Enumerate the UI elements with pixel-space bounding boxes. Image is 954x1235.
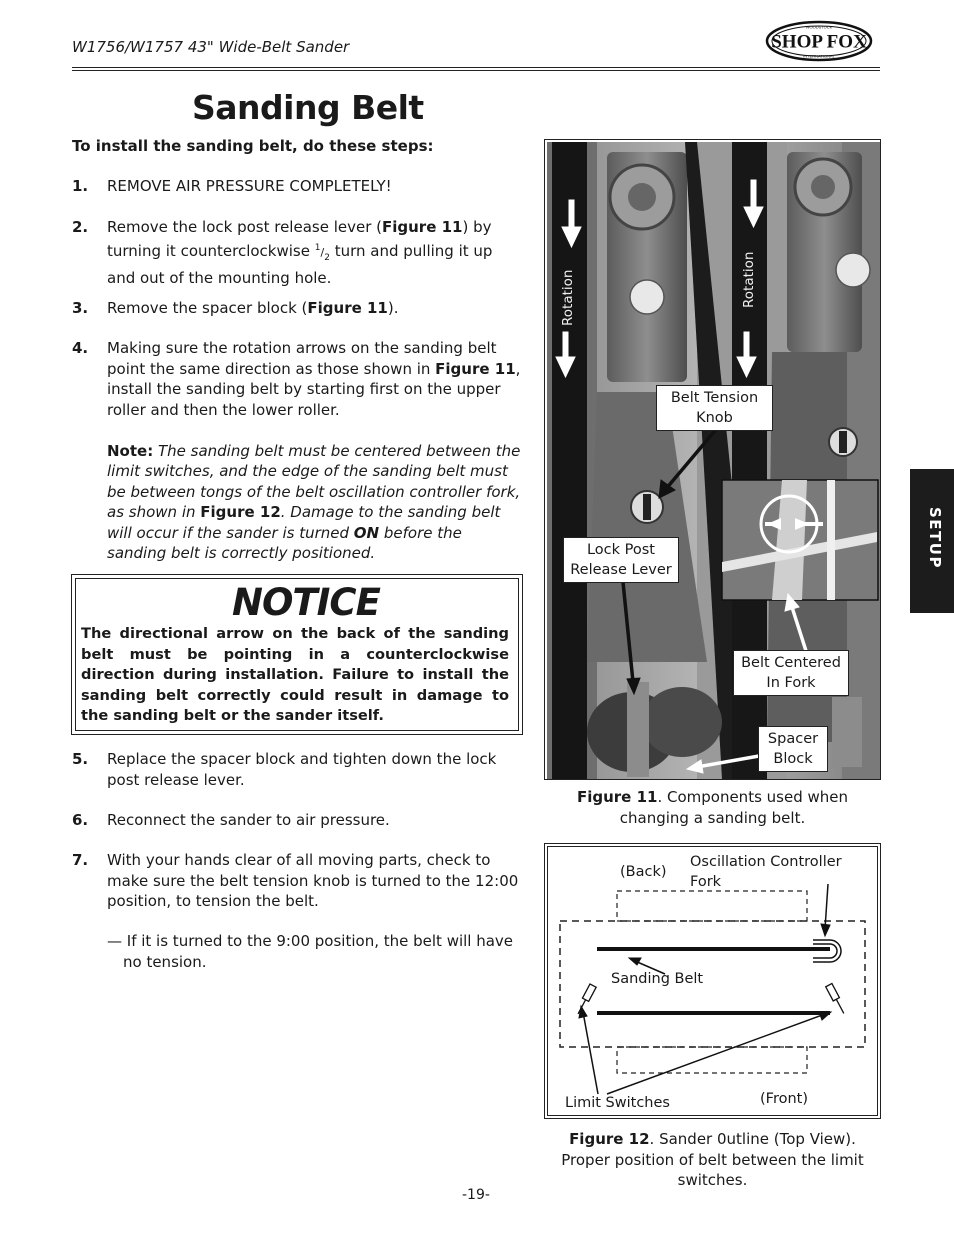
- header-rule: [72, 70, 880, 71]
- step-text: Making sure the rotation arrows on the sanding belt point the same direction as those shown in Figure 11, install the sanding belt by starting first on the upper roller and then the lower roller.: [107, 339, 521, 419]
- step-3: [72, 298, 522, 319]
- step-4: [72, 338, 522, 564]
- svg-text:SHOP FOX: SHOP FOX: [771, 31, 867, 53]
- label-back: (Back): [620, 864, 667, 880]
- note-text: Note: The sanding belt must be centered between the limit switches, and the edge of the sanding belt must be between tongs of the belt oscillation controller fork, as shown in Figure 12. Damage to the sanding belt will occur if the sander is turned ON before the sanding belt is correctly positioned.: [107, 441, 521, 562]
- step-text: Replace the spacer block and tighten down the lock post release lever.: [107, 750, 497, 789]
- shop-fox-logo: [765, 20, 873, 62]
- figure-12-caption: Figure 12. Sander 0utline (Top View). Proper position of belt between the limit switches.: [561, 1130, 864, 1189]
- svg-text:INTERNATIONAL: INTERNATIONAL: [803, 53, 835, 59]
- step-text: Reconnect the sander to air pressure.: [107, 811, 390, 829]
- intro-text: To install the sanding belt, do these steps:: [72, 137, 434, 155]
- step-number: 7.: [72, 851, 89, 869]
- step-number: 1.: [72, 177, 89, 195]
- step-number: 4.: [72, 339, 89, 357]
- step-text: Remove the spacer block (Figure 11).: [107, 299, 399, 317]
- label-spacer-block: Spacer Block: [758, 726, 828, 772]
- svg-text:WOODSTOCK: WOODSTOCK: [805, 24, 833, 30]
- step-text: Remove the lock post release lever (Figure 11) by turning it counterclockwise $^1/_2$ turn and pulling it up and out of the mounting hole.: [107, 218, 493, 287]
- notice-body: The directional arrow on the back of the sanding belt must be pointing in a counterclockwise direction during installation. Failure to install the sanding belt correctly could result in damage to the sanding belt or the sander itself.: [81, 625, 509, 724]
- section-tab-label: SETUP: [926, 507, 944, 569]
- label-lock-post-release-lever: Lock Post Release Lever: [563, 537, 679, 583]
- step-6: [72, 810, 522, 831]
- header-rule: [72, 67, 880, 68]
- step-text: With your hands clear of all moving parts, check to make sure the belt tension knob is turned to the 12:00 position, to tension the belt.: [107, 851, 519, 910]
- step-7: [72, 850, 522, 912]
- step-number: 6.: [72, 811, 89, 829]
- notice-title: NOTICE: [232, 581, 380, 624]
- document-title: W1756/W1757 43" Wide-Belt Sander: [72, 38, 350, 56]
- figure-12: [544, 843, 881, 1119]
- figure-11-caption: Figure 11. Components used when changing a sanding belt.: [576, 788, 849, 827]
- rotation-label-right: Rotation: [741, 251, 757, 308]
- page-title: Sanding Belt: [192, 88, 424, 127]
- rotation-label-left: Rotation: [560, 269, 576, 326]
- label-front: (Front): [760, 1091, 808, 1107]
- label-sanding-belt: Sanding Belt: [611, 971, 704, 987]
- step-1: [72, 176, 522, 197]
- label-belt-tension-knob: Belt Tension Knob: [656, 385, 773, 431]
- step-number: 2.: [72, 218, 89, 236]
- page-number: -19-: [462, 1187, 490, 1203]
- step-text: REMOVE AIR PRESSURE COMPLETELY!: [107, 177, 392, 195]
- step-5: [72, 749, 522, 790]
- notice-box: [71, 574, 523, 735]
- label-belt-centered-in-fork: Belt Centered In Fork: [733, 650, 849, 696]
- section-tab-setup[interactable]: [910, 469, 954, 613]
- label-oscillation-controller-fork: Oscillation Controller Fork: [690, 854, 842, 890]
- figure-11: [544, 139, 881, 780]
- label-limit-switches: Limit Switches: [565, 1095, 670, 1111]
- step-number: 5.: [72, 750, 89, 768]
- step-2: [72, 217, 522, 289]
- tension-note: — If it is turned to the 9:00 position, the belt will have no tension.: [107, 932, 514, 971]
- step-number: 3.: [72, 299, 89, 317]
